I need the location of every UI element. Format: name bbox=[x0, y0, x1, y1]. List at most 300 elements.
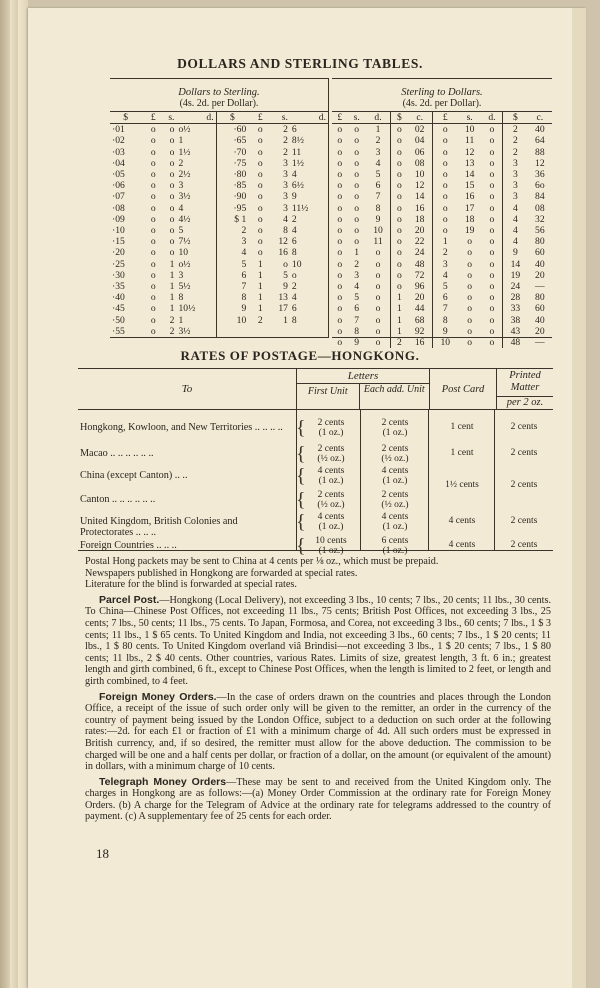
table-cell: o bbox=[396, 269, 402, 281]
postal-notes-text bbox=[85, 556, 551, 827]
first-unit-rate: 4 cents bbox=[317, 512, 345, 522]
table-cell: o bbox=[337, 247, 343, 259]
table-cell: o bbox=[337, 325, 343, 337]
table-cell: o bbox=[482, 270, 503, 281]
table-cell: o bbox=[354, 191, 360, 203]
table-row bbox=[332, 247, 552, 258]
table-cell: 72 bbox=[407, 270, 432, 281]
table-cell: 4 bbox=[354, 281, 360, 293]
table-cell: 8 bbox=[366, 203, 391, 214]
table-cell: 6 bbox=[291, 124, 297, 136]
table-cell: 16 bbox=[407, 203, 432, 214]
post-card-rate: 1 cent bbox=[450, 448, 474, 458]
column-heading: £ bbox=[248, 112, 264, 124]
table-cell: 7 bbox=[366, 191, 391, 202]
table-cell: 4 bbox=[176, 203, 216, 214]
table-cell: 5½ bbox=[176, 281, 216, 292]
table-cell: 20 bbox=[407, 292, 432, 303]
table-cell: 60 bbox=[535, 303, 545, 315]
table-cell bbox=[265, 326, 290, 337]
table-cell: ·40 bbox=[112, 292, 125, 304]
table-cell: 92 bbox=[407, 326, 432, 337]
table-cell: o bbox=[169, 169, 175, 181]
table-cell: o bbox=[169, 236, 175, 248]
postage-row bbox=[78, 536, 553, 558]
table-cell: 12 bbox=[464, 146, 475, 158]
table-cell: ·02 bbox=[112, 135, 125, 147]
table-cell: o bbox=[366, 281, 391, 292]
table-cell: 1 bbox=[176, 315, 216, 326]
table-cell: o bbox=[354, 202, 360, 214]
dollars-to-sterling-block bbox=[110, 78, 329, 338]
table-cell: 10 bbox=[407, 169, 432, 180]
telegraph-money-orders-text: —These may be sent to and received from the United Kingdom only. The charges in Hongkong are as follows:—(a) Money Order Commission at the ordinary rate for Foreign Money Orders. (b) A charge for the Telegram of Advice at the ordinary rate for telegrams addressed to the country of payment. (c) A supplementary fee of 25 cents for each order. bbox=[85, 776, 551, 823]
table-cell: 14 bbox=[510, 258, 521, 270]
table-cell: 28 bbox=[510, 292, 521, 304]
table-cell: 3 bbox=[512, 157, 518, 169]
table-row bbox=[110, 214, 328, 225]
foreign-money-orders-text: —In the case of orders drawn on the countries and places through the London Office, a receipt of the issue of such order only will be given to the remitter, an order in the currency of the country of payment being issued by the London Office, subject to a deduction on such order at the following rates:—2d. for each £1 or fraction of £1 with a minimum charge of 4d. All such orders must be expressed in British currency, and, if so desired, the remitter must allow for the above deduction. The commission to be charged will be one and a half cents per dollar, or fraction of a dollar, on the amount (or equivalent of the amount) in dollars, with a minimum charge of 10 cents. bbox=[85, 691, 551, 773]
table-cell: o bbox=[396, 247, 402, 259]
table-cell: 10½ bbox=[176, 303, 216, 314]
printed-matter-rate: 2 cents bbox=[510, 516, 538, 526]
each-add-unit-weight: (1 oz.) bbox=[382, 522, 408, 532]
each-add-unit-weight: (½ oz.) bbox=[381, 500, 409, 510]
table-cell: 3 bbox=[176, 270, 216, 281]
table-cell: 2½ bbox=[176, 169, 216, 180]
table-cell: o bbox=[482, 326, 503, 337]
table-cell: 3 bbox=[283, 157, 288, 169]
table-cell: 8 bbox=[442, 314, 448, 326]
table-cell: o bbox=[442, 135, 448, 147]
table-cell: 1 bbox=[283, 314, 288, 326]
table-cell: o bbox=[150, 292, 156, 304]
table-cell: — bbox=[535, 281, 545, 293]
table-cell: 4 bbox=[512, 225, 518, 237]
table-cell: o bbox=[366, 337, 391, 348]
table-cell: 20 bbox=[407, 225, 432, 236]
table-cell: 10 bbox=[464, 124, 475, 136]
table-cell: 1½ bbox=[291, 157, 304, 169]
postage-destination: Canton .. .. .. .. .. .. bbox=[80, 494, 156, 505]
table-cell: 06 bbox=[407, 147, 432, 158]
table-cell: 3½ bbox=[176, 191, 216, 202]
table-row bbox=[332, 191, 552, 202]
column-heading: £ bbox=[141, 112, 157, 124]
table-cell: 4 bbox=[512, 202, 518, 214]
table-cell: o½ bbox=[176, 259, 216, 270]
table-cell: 18 bbox=[464, 213, 475, 225]
table-cell: o bbox=[257, 202, 263, 214]
table-cell: o bbox=[482, 259, 503, 270]
table-cell: 8 bbox=[283, 225, 288, 237]
table-cell: 8 bbox=[241, 292, 247, 304]
table-cell: 1 bbox=[169, 292, 175, 304]
foreign-money-orders-heading: Foreign Money Orders. bbox=[99, 690, 217, 703]
table-cell: o bbox=[150, 180, 156, 192]
table-row bbox=[110, 292, 328, 303]
table-cell: ·06 bbox=[112, 180, 125, 192]
first-unit-weight: (1 oz.) bbox=[318, 546, 344, 556]
table-cell: 6 bbox=[241, 269, 247, 281]
table-cell: o bbox=[354, 225, 360, 237]
table-cell: 1 bbox=[169, 281, 175, 293]
table-cell: o bbox=[337, 314, 343, 326]
table-cell: 15 bbox=[464, 180, 475, 192]
table-cell: 2 bbox=[396, 337, 402, 349]
table-cell: o bbox=[337, 269, 343, 281]
first-unit-rate: 10 cents bbox=[315, 536, 347, 546]
post-card-rate: 1 cent bbox=[450, 422, 474, 432]
table-cell: 2 bbox=[169, 314, 175, 326]
table-cell: o bbox=[482, 191, 503, 202]
table-cell: o bbox=[337, 236, 343, 248]
each-add-unit-rate: 2 cents bbox=[381, 444, 409, 454]
sterling-to-dollars-block bbox=[332, 78, 552, 349]
table-cell: ·95 bbox=[233, 202, 247, 214]
table-header-row bbox=[110, 112, 328, 124]
table-cell: o bbox=[169, 225, 175, 237]
table-cell: o bbox=[337, 213, 343, 225]
table-cell: 2 bbox=[442, 247, 448, 259]
table-row bbox=[332, 337, 552, 348]
printed-matter-rate: 2 cents bbox=[510, 540, 538, 550]
table-cell: ·45 bbox=[112, 303, 125, 315]
table-cell: o bbox=[467, 314, 473, 326]
table-row bbox=[332, 292, 552, 303]
table-cell: 4 bbox=[512, 236, 518, 248]
each-add-unit-rate: 2 cents bbox=[381, 418, 409, 428]
table-cell: 84 bbox=[535, 191, 545, 203]
table-cell: 2 bbox=[257, 314, 263, 326]
table-cell: o bbox=[150, 269, 156, 281]
table-cell: o bbox=[482, 147, 503, 158]
table-cell: 10 bbox=[291, 258, 302, 270]
table-cell: ·75 bbox=[233, 157, 247, 169]
book-spine-edge bbox=[0, 0, 10, 988]
table-cell: 9 bbox=[366, 214, 391, 225]
column-heading: c. bbox=[407, 112, 432, 124]
table-row bbox=[110, 315, 328, 326]
table-cell: ·35 bbox=[112, 281, 125, 293]
table-cell: 1 bbox=[366, 124, 391, 136]
table-cell: o bbox=[442, 169, 448, 181]
page-stack-edge-inner bbox=[18, 0, 28, 988]
table-cell: ·03 bbox=[112, 146, 125, 158]
table-cell: o bbox=[169, 146, 175, 158]
table-cell: o bbox=[337, 303, 343, 315]
table-cell: o bbox=[396, 135, 402, 147]
table-cell: o bbox=[257, 191, 263, 203]
postage-rates-table bbox=[78, 368, 553, 557]
table-cell: 3 bbox=[283, 202, 288, 214]
table-cell: o bbox=[257, 135, 263, 147]
table-cell: 1 bbox=[257, 292, 263, 304]
first-unit-rate: 2 cents bbox=[317, 444, 345, 454]
table-cell: o bbox=[482, 203, 503, 214]
table-cell: ·55 bbox=[112, 325, 125, 337]
table-row bbox=[332, 158, 552, 169]
table-cell: o bbox=[396, 281, 402, 293]
table-cell: o bbox=[366, 270, 391, 281]
table-cell: o bbox=[169, 247, 175, 259]
table-cell: o bbox=[482, 214, 503, 225]
table-cell: 16 bbox=[407, 337, 432, 348]
table-cell: 1 bbox=[354, 247, 360, 259]
table-cell: ·20 bbox=[112, 247, 125, 259]
table-row bbox=[332, 203, 552, 214]
table-cell bbox=[248, 326, 264, 337]
table-cell: o bbox=[366, 303, 391, 314]
postage-body bbox=[78, 410, 553, 557]
postage-destination: United Kingdom, British Colonies and Protectorates .. .. .. bbox=[80, 516, 238, 538]
table-cell: 14 bbox=[407, 191, 432, 202]
table-row bbox=[110, 203, 328, 214]
table-cell: 02 bbox=[407, 124, 432, 136]
table-cell: 10 bbox=[440, 337, 451, 349]
table-cell: 3 bbox=[512, 191, 518, 203]
table-cell: 40 bbox=[535, 124, 545, 136]
table-cell: 44 bbox=[407, 303, 432, 314]
table-cell: 40 bbox=[535, 258, 545, 270]
column-heading: $ bbox=[503, 112, 528, 124]
table-cell: o bbox=[442, 180, 448, 192]
column-heading: £ bbox=[432, 112, 457, 124]
table-cell: 11½ bbox=[291, 202, 309, 214]
table-row bbox=[332, 315, 552, 326]
table-cell: ·10 bbox=[112, 225, 125, 237]
col-first-unit-heading: First Unit bbox=[297, 384, 360, 409]
page-title: DOLLARS AND STERLING TABLES. bbox=[177, 56, 423, 71]
table-cell: 56 bbox=[535, 225, 545, 237]
table-cell: o bbox=[482, 236, 503, 247]
table-cell: 5 bbox=[354, 292, 360, 304]
printed-matter-rate: 2 cents bbox=[510, 480, 538, 490]
postage-destination: Hongkong, Kowloon, and New Territories .. .. .. .. bbox=[80, 422, 283, 433]
col-printed-unit: per 2 oz. bbox=[497, 396, 553, 409]
each-add-unit-weight: (1 oz.) bbox=[382, 546, 408, 556]
table-row bbox=[110, 281, 328, 292]
table-cell: o bbox=[169, 124, 175, 136]
table-cell: o bbox=[442, 202, 448, 214]
table-cell: o bbox=[482, 315, 503, 326]
table-cell: 20 bbox=[535, 269, 545, 281]
table-cell: 24 bbox=[407, 247, 432, 258]
each-add-unit-rate: 6 cents bbox=[381, 536, 409, 546]
col-letters-heading: Letters bbox=[297, 369, 429, 384]
each-add-unit-weight: (1 oz.) bbox=[382, 428, 408, 438]
table-cell: ·50 bbox=[112, 314, 125, 326]
table-row bbox=[332, 214, 552, 225]
postage-destination: China (except Canton) .. .. bbox=[80, 470, 188, 481]
table-row bbox=[332, 124, 552, 136]
table-cell: o bbox=[169, 180, 175, 192]
table-cell: 10 bbox=[366, 225, 391, 236]
table-cell: 13 bbox=[464, 157, 475, 169]
table-cell: 6 bbox=[354, 303, 360, 315]
table-cell: o bbox=[150, 213, 156, 225]
table-cell: 8 bbox=[291, 247, 297, 259]
table-cell: ·09 bbox=[112, 213, 125, 225]
each-add-unit-weight: (½ oz.) bbox=[381, 454, 409, 464]
table-cell: 2 bbox=[366, 135, 391, 146]
table-cell: 14 bbox=[464, 169, 475, 181]
table-row bbox=[332, 303, 552, 314]
table-cell: o bbox=[442, 191, 448, 203]
table-cell: o bbox=[337, 281, 343, 293]
table-cell: o bbox=[482, 247, 503, 258]
table-cell: 43 bbox=[510, 325, 521, 337]
table-cell: 1 bbox=[169, 269, 175, 281]
table-cell: 1 bbox=[257, 303, 263, 315]
first-unit-weight: (½ oz.) bbox=[317, 454, 345, 464]
first-unit-rate: 2 cents bbox=[317, 418, 345, 428]
table-cell: 48 bbox=[510, 337, 521, 349]
table-cell: o bbox=[291, 269, 297, 281]
post-card-rate: 4 cents bbox=[448, 540, 476, 550]
table-cell: ·65 bbox=[233, 135, 247, 147]
table-row bbox=[110, 169, 328, 180]
table-cell: o bbox=[354, 124, 360, 136]
table-cell bbox=[216, 326, 248, 337]
table-cell: 5 bbox=[366, 169, 391, 180]
table-cell: 12 bbox=[278, 236, 288, 248]
brace-glyph: { bbox=[296, 465, 306, 487]
page-stack-edge bbox=[10, 0, 18, 988]
table-cell: o bbox=[257, 247, 263, 259]
page-number: 18 bbox=[96, 846, 109, 861]
column-heading: d. bbox=[290, 112, 328, 124]
table-cell: 1 bbox=[176, 135, 216, 146]
table-cell: 4 bbox=[291, 292, 297, 304]
column-heading: d. bbox=[482, 112, 503, 124]
table-cell: o bbox=[257, 180, 263, 192]
table-row bbox=[110, 135, 328, 146]
brace-glyph: { bbox=[296, 489, 306, 511]
table-cell: o bbox=[150, 281, 156, 293]
table-cell: o bbox=[150, 124, 156, 136]
table-cell: 4 bbox=[442, 269, 448, 281]
first-unit-weight: (1 oz.) bbox=[318, 476, 344, 486]
post-card-rate: 1½ cents bbox=[445, 480, 479, 490]
table-cell: 1 bbox=[257, 269, 263, 281]
table-cell: o bbox=[150, 202, 156, 214]
each-add-unit-rate: 4 cents bbox=[381, 512, 409, 522]
table-cell: 1 bbox=[257, 258, 263, 270]
table-cell: 20 bbox=[535, 325, 545, 337]
table-cell: 8 bbox=[354, 325, 360, 337]
each-add-unit-rate: 2 cents bbox=[381, 490, 409, 500]
table-row bbox=[110, 158, 328, 169]
table-cell: o bbox=[482, 337, 503, 348]
column-heading: £ bbox=[332, 112, 348, 124]
table-cell: 8½ bbox=[291, 135, 304, 147]
table-row bbox=[110, 270, 328, 281]
table-cell: ·70 bbox=[233, 146, 247, 158]
table-cell: o bbox=[354, 180, 360, 192]
telegraph-money-orders-paragraph bbox=[85, 777, 551, 823]
table-cell: 3 bbox=[283, 191, 288, 203]
table-cell: 7 bbox=[442, 303, 448, 315]
table-row bbox=[110, 124, 328, 136]
table-cell: 7½ bbox=[176, 236, 216, 247]
table-cell: o bbox=[467, 247, 473, 259]
table-cell: o bbox=[150, 247, 156, 259]
table-cell: ·15 bbox=[112, 236, 125, 248]
table-cell: 2 bbox=[169, 325, 175, 337]
table-cell: o bbox=[396, 191, 402, 203]
each-add-unit-weight: (1 oz.) bbox=[382, 476, 408, 486]
table-cell: 1 bbox=[396, 303, 402, 315]
note-line: Newspapers published in Hongkong are forwarded at special rates. bbox=[85, 567, 358, 579]
table-cell: 6 bbox=[291, 303, 297, 315]
table-cell: 6 bbox=[366, 180, 391, 191]
table-cell: 88 bbox=[535, 146, 545, 158]
parcel-post-paragraph bbox=[85, 595, 551, 688]
sterling-to-dollars-rate: (4s. 2d. per Dollar). bbox=[402, 98, 482, 109]
table-cell: o bbox=[354, 169, 360, 181]
table-cell: o bbox=[337, 202, 343, 214]
table-cell: ·25 bbox=[112, 258, 125, 270]
table-cell: o bbox=[366, 247, 391, 258]
table-cell: 3 bbox=[512, 180, 518, 192]
col-to-heading: To bbox=[78, 369, 297, 409]
table-cell: o bbox=[396, 124, 402, 136]
table-cell: 2 bbox=[283, 124, 288, 136]
table-cell: 9 bbox=[442, 325, 448, 337]
table-cell: o bbox=[482, 292, 503, 303]
table-cell: 4 bbox=[366, 158, 391, 169]
table-cell: 7 bbox=[241, 281, 247, 293]
table-cell: o bbox=[337, 292, 343, 304]
table-cell: o bbox=[257, 157, 263, 169]
table-cell: o bbox=[482, 135, 503, 146]
table-cell: 22 bbox=[407, 236, 432, 247]
table-cell: o bbox=[283, 258, 288, 270]
table-cell: o bbox=[169, 157, 175, 169]
table-cell: o bbox=[337, 135, 343, 147]
table-cell: 38 bbox=[510, 314, 521, 326]
table-cell: 18 bbox=[407, 214, 432, 225]
table-cell: 4½ bbox=[176, 214, 216, 225]
table-cell: 2 bbox=[241, 225, 247, 237]
table-cell: o bbox=[442, 124, 448, 136]
table-cell: ·08 bbox=[112, 202, 125, 214]
table-row bbox=[332, 225, 552, 236]
post-card-rate: 4 cents bbox=[448, 516, 476, 526]
brace-glyph: { bbox=[296, 511, 306, 533]
table-cell: o bbox=[366, 315, 391, 326]
table-cell: o bbox=[150, 258, 156, 270]
table-cell: o bbox=[396, 202, 402, 214]
table-cell: 8 bbox=[176, 292, 216, 303]
table-cell: ·07 bbox=[112, 191, 125, 203]
table-cell: 10 bbox=[176, 247, 216, 258]
column-heading: s. bbox=[458, 112, 482, 124]
table-cell: o bbox=[396, 225, 402, 237]
table-cell: 9 bbox=[291, 191, 297, 203]
table-cell: o bbox=[366, 326, 391, 337]
table-cell: 2 bbox=[512, 146, 518, 158]
table-cell: 33 bbox=[510, 303, 521, 315]
table-cell: 96 bbox=[407, 281, 432, 292]
rates-of-postage-title: RATES OF POSTAGE—HONGKONG. bbox=[180, 348, 420, 363]
foreign-money-orders-paragraph bbox=[85, 692, 551, 773]
table-cell: o bbox=[482, 303, 503, 314]
table-cell: o bbox=[467, 292, 473, 304]
table-cell: o bbox=[257, 146, 263, 158]
table-row bbox=[110, 225, 328, 236]
